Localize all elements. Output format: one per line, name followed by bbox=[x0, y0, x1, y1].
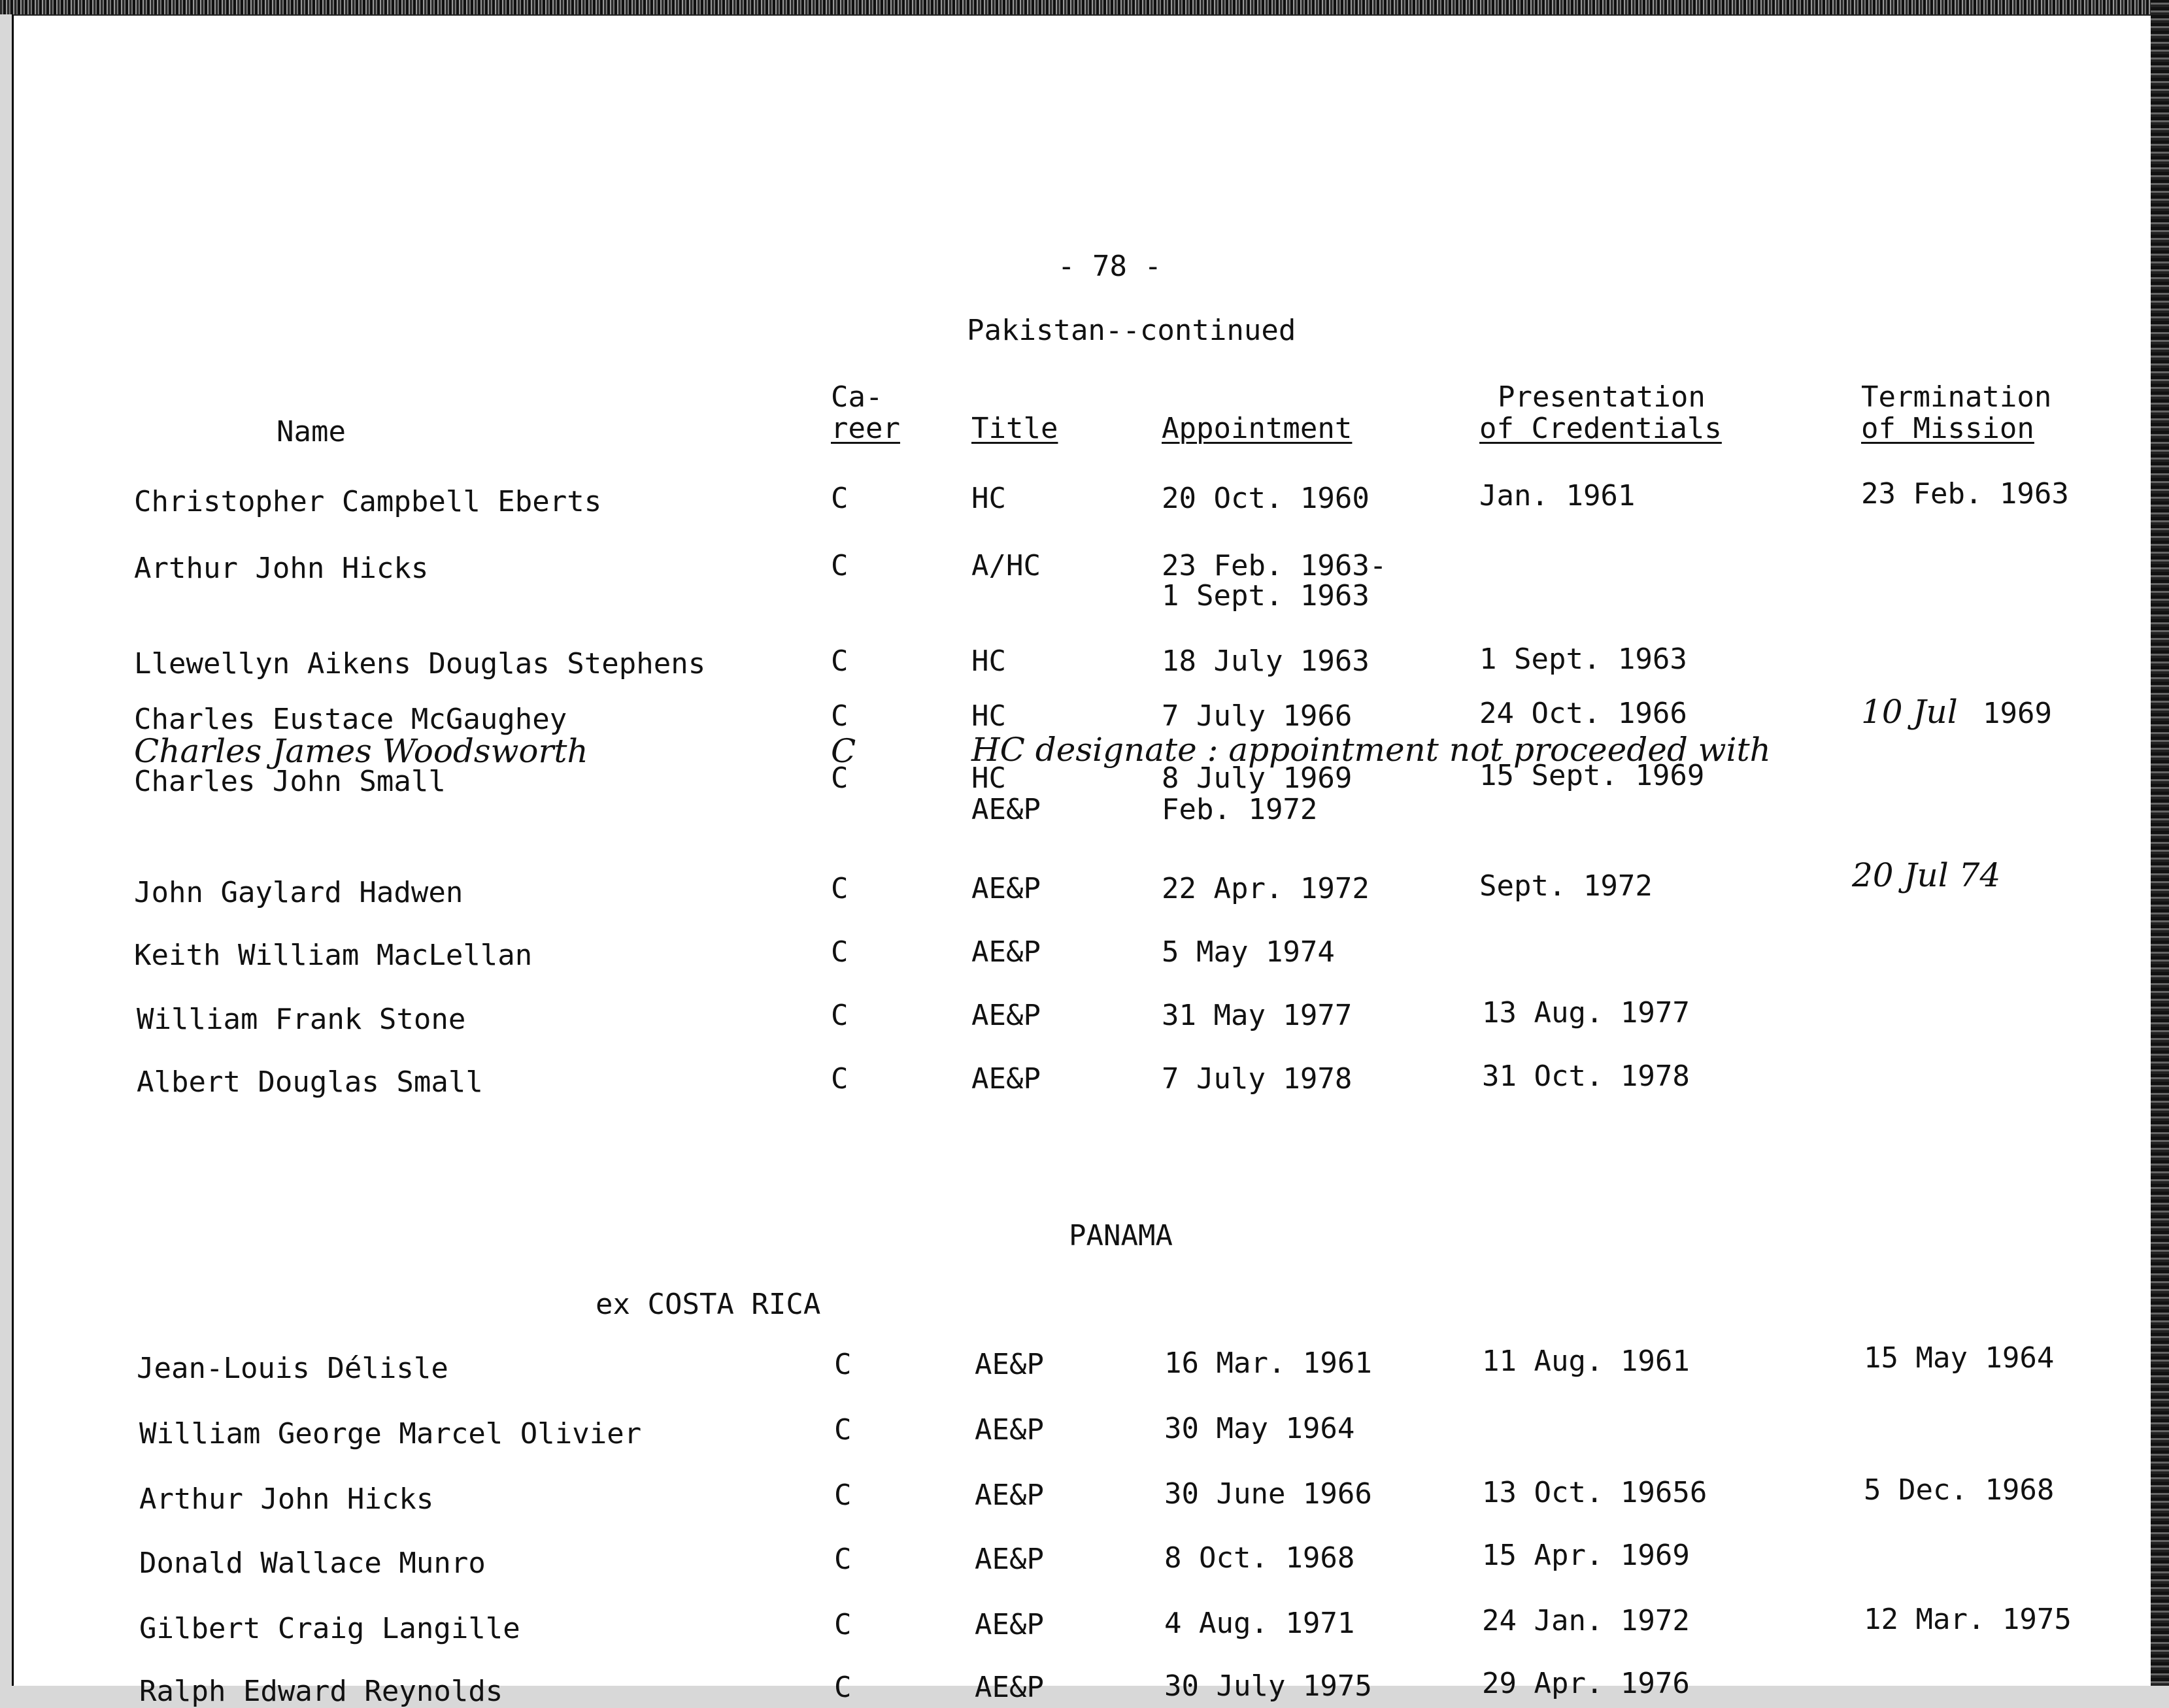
table-row-title: AE&P bbox=[975, 1348, 1044, 1381]
table-row-appointment: 7 July 1978 bbox=[1162, 1062, 1353, 1096]
table-row-appointment: 20 Oct. 1960 bbox=[1162, 482, 1370, 515]
header-career-line1: Ca- bbox=[831, 380, 883, 414]
table-row-appointment-end: 1 Sept. 1963 bbox=[1162, 579, 1370, 612]
header-title: Title bbox=[971, 412, 1058, 445]
table-row-appointment: 8 Oct. 1968 bbox=[1164, 1541, 1355, 1575]
table-row-credentials: 15 Apr. 1969 bbox=[1482, 1539, 1690, 1572]
table-row-title: HC bbox=[971, 482, 1006, 515]
table-row-appointment: 30 June 1966 bbox=[1164, 1477, 1372, 1511]
table-row-termination: 15 May 1964 bbox=[1864, 1341, 2055, 1375]
table-row-credentials: Sept. 1972 bbox=[1479, 869, 1653, 903]
table-row-credentials: 11 Aug. 1961 bbox=[1482, 1345, 1690, 1378]
header-termination-line2: of Mission bbox=[1861, 412, 2034, 445]
table-row-title: AE&P bbox=[971, 935, 1041, 969]
table-row-name: Arthur John Hicks bbox=[139, 1482, 434, 1516]
table-row-appointment-second: Feb. 1972 bbox=[1162, 793, 1318, 826]
handwritten-career: C bbox=[831, 732, 856, 770]
table-row-termination: 1969 bbox=[1983, 697, 2052, 730]
header-presentation-line2: of Credentials bbox=[1479, 412, 1722, 445]
table-row-name: Charles Eustace McGaughey bbox=[134, 703, 567, 736]
table-row-credentials: 13 Aug. 1977 bbox=[1482, 996, 1690, 1030]
table-row-credentials: Jan. 1961 bbox=[1479, 479, 1636, 512]
table-row-name: William Frank Stone bbox=[137, 1003, 466, 1036]
table-row-name: Donald Wallace Munro bbox=[139, 1547, 486, 1580]
table-row-name: Christopher Campbell Eberts bbox=[134, 485, 602, 518]
section-heading-panama: PANAMA bbox=[1069, 1219, 1173, 1252]
header-career-line2: reer bbox=[831, 412, 900, 445]
scan-right-edge bbox=[2151, 0, 2169, 1686]
header-presentation-line1: Presentation bbox=[1498, 380, 1706, 414]
handwritten-termination: 20 Jul 74 bbox=[1852, 856, 2001, 894]
header-termination-line1: Termination bbox=[1861, 380, 2052, 414]
table-row-credentials: 24 Jan. 1972 bbox=[1482, 1604, 1690, 1637]
table-row-name: Albert Douglas Small bbox=[137, 1065, 483, 1099]
table-row-career: C bbox=[831, 762, 849, 795]
table-row-career: C bbox=[831, 1062, 849, 1096]
handwritten-termination: 10 Jul bbox=[1861, 693, 1958, 731]
table-row-appointment: 5 May 1974 bbox=[1162, 935, 1335, 969]
table-row-career: C bbox=[831, 482, 849, 515]
table-row-title: HC bbox=[971, 699, 1006, 733]
table-row-name: Keith William MacLellan bbox=[134, 939, 533, 972]
table-row-appointment: 23 Feb. 1963- bbox=[1162, 549, 1387, 582]
table-row-name: Llewellyn Aikens Douglas Stephens bbox=[134, 647, 706, 680]
table-row-name: Charles John Small bbox=[134, 765, 446, 798]
table-row-name: Arthur John Hicks bbox=[134, 552, 429, 585]
table-row-career: C bbox=[834, 1608, 852, 1641]
header-appointment: Appointment bbox=[1162, 412, 1353, 445]
table-row-career: C bbox=[831, 645, 849, 678]
document-page bbox=[12, 14, 2151, 1708]
table-row-title: AE&P bbox=[975, 1608, 1044, 1641]
header-name: Name bbox=[277, 415, 346, 448]
table-row-credentials: 1 Sept. 1963 bbox=[1479, 643, 1687, 676]
table-row-appointment: 18 July 1963 bbox=[1162, 645, 1370, 678]
table-row-title: AE&P bbox=[971, 872, 1041, 905]
table-row-title: HC bbox=[971, 645, 1006, 678]
table-row-title: A/HC bbox=[971, 549, 1041, 582]
table-row-career: C bbox=[831, 872, 849, 905]
table-row-career: C bbox=[831, 699, 849, 733]
handwritten-note: HC designate : appointment not proceeded with bbox=[971, 731, 1771, 769]
table-row-credentials: 24 Oct. 1966 bbox=[1479, 697, 1687, 730]
table-row-appointment: 4 Aug. 1971 bbox=[1164, 1607, 1355, 1640]
table-row-title: AE&P bbox=[975, 1671, 1044, 1704]
table-row-name: William George Marcel Olivier bbox=[139, 1417, 642, 1450]
section-heading-pakistan: Pakistan--continued bbox=[967, 314, 1296, 347]
table-row-career: C bbox=[834, 1543, 852, 1576]
table-row-title: AE&P bbox=[971, 1062, 1041, 1096]
table-row-appointment: 7 July 1966 bbox=[1162, 699, 1353, 733]
table-row-credentials: 29 Apr. 1976 bbox=[1482, 1667, 1690, 1700]
table-row-name: Ralph Edward Reynolds bbox=[139, 1675, 503, 1708]
table-row-career: C bbox=[831, 935, 849, 969]
table-row-career: C bbox=[831, 549, 849, 582]
table-row-credentials: 31 Oct. 1978 bbox=[1482, 1060, 1690, 1093]
table-row-career: C bbox=[834, 1413, 852, 1447]
table-row-title: AE&P bbox=[975, 1413, 1044, 1447]
table-row-termination: 12 Mar. 1975 bbox=[1864, 1603, 2072, 1636]
table-row-title: HC bbox=[971, 762, 1006, 795]
table-row-name: Jean-Louis Délisle bbox=[137, 1352, 448, 1385]
table-row-appointment: 30 July 1975 bbox=[1164, 1669, 1372, 1703]
table-row-name: Gilbert Craig Langille bbox=[139, 1612, 520, 1645]
table-row-title-second: AE&P bbox=[971, 793, 1041, 826]
handwritten-name: Charles James Woodsworth bbox=[134, 732, 588, 770]
table-row-title: AE&P bbox=[975, 1543, 1044, 1576]
table-row-career: C bbox=[834, 1479, 852, 1512]
table-row-appointment: 16 Mar. 1961 bbox=[1164, 1347, 1372, 1380]
table-row-career: C bbox=[831, 999, 849, 1032]
page-number: - 78 - bbox=[1058, 250, 1162, 283]
table-row-appointment: 30 May 1964 bbox=[1164, 1412, 1355, 1445]
table-row-appointment: 22 Apr. 1972 bbox=[1162, 872, 1370, 905]
table-row-termination: 5 Dec. 1968 bbox=[1864, 1473, 2055, 1507]
section-subheading: ex COSTA RICA bbox=[596, 1288, 821, 1321]
table-row-name: John Gaylard Hadwen bbox=[134, 876, 463, 909]
table-row-credentials: 13 Oct. 19656 bbox=[1482, 1476, 1707, 1509]
table-row-career: C bbox=[834, 1671, 852, 1704]
table-row-career: C bbox=[834, 1348, 852, 1381]
table-row-credentials: 15 Sept. 1969 bbox=[1479, 759, 1705, 792]
table-row-title: AE&P bbox=[971, 999, 1041, 1032]
table-row-appointment: 8 July 1969 bbox=[1162, 762, 1353, 795]
scan-top-edge bbox=[0, 0, 2169, 14]
table-row-appointment: 31 May 1977 bbox=[1162, 999, 1353, 1032]
table-row-title: AE&P bbox=[975, 1479, 1044, 1512]
table-row-termination: 23 Feb. 1963 bbox=[1861, 477, 2069, 511]
